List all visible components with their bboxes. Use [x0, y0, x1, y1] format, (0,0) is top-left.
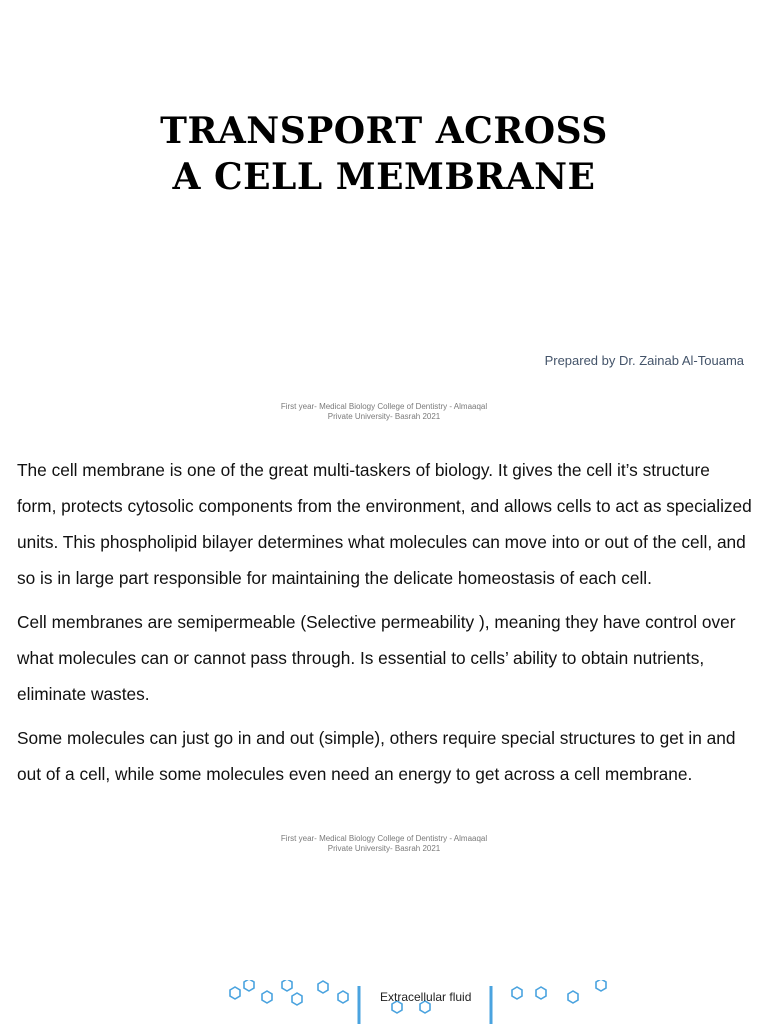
molecule: [536, 987, 546, 999]
footer-line-1: First year- Medical Biology College of Dentistry - Almaaqal: [280, 834, 488, 843]
molecule: [262, 991, 272, 1003]
footer-line-1: First year- Medical Biology College of Dentistry - Almaaqal: [280, 402, 488, 411]
paragraph-2: Cell membranes are semipermeable (Selective permeability ), meaning they have control over what molecules can or cannot pass through. Is essential to cells’ ability to obtain nutrients, eliminate wastes.: [17, 612, 736, 704]
body-text: [17, 452, 752, 800]
title-line-1: TRANSPORT ACROSS: [160, 110, 608, 152]
molecule: [318, 981, 328, 993]
molecule: [568, 991, 578, 1003]
molecule: [244, 980, 254, 991]
molecule: [292, 993, 302, 1005]
author-credit: Prepared by Dr. Zainab Al-Touama: [544, 353, 744, 368]
paragraph-3: Some molecules can just go in and out (simple), others require special structures to get in and out of a cell, while some molecules even need an energy to get across a cell membrane.: [17, 728, 736, 784]
molecule: [230, 987, 240, 999]
molecule: [338, 991, 348, 1003]
footer-line-2: Private University- Basrah 2021: [327, 844, 441, 853]
molecule: [282, 980, 292, 991]
footer-line-2: Private University- Basrah 2021: [327, 412, 441, 421]
molecule: [512, 987, 522, 999]
page-footer-1: [0, 402, 768, 422]
page-title: [0, 108, 768, 200]
paragraph-1: The cell membrane is one of the great multi-taskers of biology. It gives the cell it’s structure form, protects cytosolic components from the environment, and allows cells to act as specialized units. This phospholipid bilayer determines what molecules can move into or out of the cell, and so is in large part responsible for maintaining the delicate homeostasis of each cell.: [17, 460, 752, 588]
page-footer-2: [0, 834, 768, 854]
diagram-label: Extracellular fluid: [380, 990, 472, 1004]
membrane-diagram: [0, 980, 768, 1024]
molecule: [596, 980, 606, 991]
title-line-2: A CELL MEMBRANE: [172, 156, 596, 198]
